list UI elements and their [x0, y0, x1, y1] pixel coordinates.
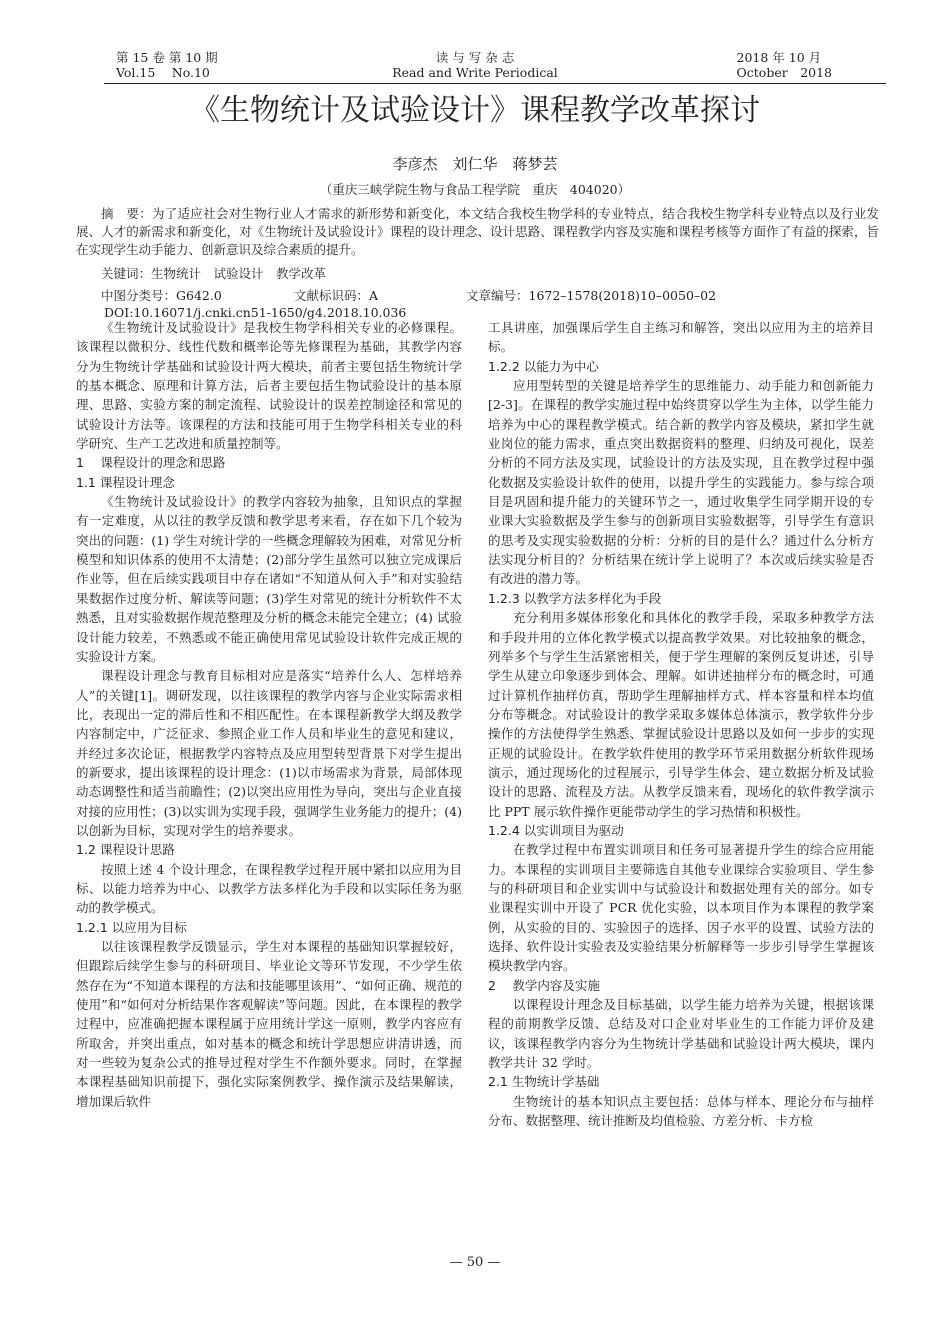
body-paragraph: 以往该课程教学反馈显示，学生对本课程的基础知识掌握较好，但跟踪后续学生参与的科研项目、毕业论文等环节发现，不少学生依然存在为“不知道本课程的方法和技能哪里该用”、“如何正确、规范的使用”和“如何对分析结果作客观解读”等问题。因此，在本课程的教学过程中，应准确把握本课程属于应用统计学这一原则，教学内容应有所取舍，并突出重点，如对基本的概念和统计学思想应讲清讲透，而对一些较为复杂公式的推导过程对学生不作额外要求。同时，在掌握本课程基础知识前提下，强化实际案例教学、操作演示及结果解读，增加课后软件	[76, 939, 462, 1109]
abstract: 摘 要：为了适应社会对生物行业人才需求的新形势和新变化，本文结合我校生物学科的专业特点，结合我校生物学科专业特点以及行业发展、人才的新需求和新变化，对《生物统计及试验设计》课程的设计理念、设计思路、课程教学内容及实施和课程考核等方面作了有益的探索，旨在实现学生动手能力、创新意识及综合素质的提升。	[76, 206, 879, 257]
section-heading: 2.1 生物统计学基础	[488, 1074, 600, 1090]
body-paragraph: 在教学过程中布置实训项目和任务可显著提升学生的综合应用能力。本课程的实训项目主要筛选自其他专业课综合实验项目、学生参与的科研项目和企业实训中与试验设计和数据处理有关的部分。如专业课程实训中开设了 PCR 优化实验，以本项目作为本课程的教学案例，从实验的目的、实验因子的选择、因子水平的设置、试验方法的选择、软件设计实验表及实验结果分析解释等一步步引导学生掌握该模块教学内容。	[488, 842, 874, 974]
section-heading: 1 课程设计的理念和思路	[76, 455, 226, 471]
header-date-cn: 2018 年 10 月	[736, 50, 822, 65]
body-paragraph: 《生物统计及试验设计》是我校生物学科相关专业的必修课程。该课程以微积分、线性代数和概率论等先修课程为基础，其教学内容分为生物统计学基础和试验设计两大模块，前者主要包括生物统计学的基本概念、原理和计算方法，后者主要包括生物试验设计的基本原理、思路、实验方案的制定流程、试验设计的误差控制途径和常见的试验设计方法等。该课程的方法和技能可用于生物学科相关专业的科学研究、生产工艺改进和质量控制等。	[76, 320, 462, 452]
section-heading: 1.1 课程设计理念	[76, 474, 175, 490]
header-journal-cn: 读 与 写 杂 志	[435, 50, 515, 65]
keywords: 关键词：生物统计 试验设计 教学改革	[101, 266, 327, 281]
header-journal-en: Read and Write Periodical	[392, 65, 558, 80]
body-paragraph: 应用型转型的关键是培养学生的思维能力、动手能力和创新能力[2-3]。在课程的教学实施过程中始终贯穿以学生为主体，以学生能力培养为中心的课程教学模式。结合新的教学内容及模块，紧扣学生就业岗位的能力需求，重点突出数据资料的整理、归纳及可视化，误差分析的不同方法及实现，试验设计的方法及实现，且在教学过程中强化数据及实验设计软件的使用，以提升学生的实践能力。参与综合项目是巩固和提升能力的关键环节之一，通过收集学生同学期开设的专业课大实验数据及学生参与的创新项目实验数据等，引导学生有意识的思考及实现实验数据的分析：分析的目的是什么？通过什么分析方法实现分析目的？分析结果在统计学上说明了？本次或后续实验是否有改进的潜力等。	[488, 378, 874, 587]
document-code: 文献标识码：A	[294, 288, 379, 303]
body-paragraph: 《生物统计及试验设计》的教学内容较为抽象，且知识点的掌握有一定难度，从以往的教学反馈和教学思考来看，存在如下几个较为突出的问题：(1) 学生对统计学的一些概念理解较为困难，对常见分析模型和知识体系的使用不太清楚；(2)部分学生虽然可以独立完成课后作业等，但在后续实践项目中存在诸如“不知道从何入手”和对实验结果数据作过度分析、解读等问题；(3)学生对常见的统计分析软件不太熟悉，且对实验数据作规范整理及分析的概念未能完全建立；(4) 试验设计能力较差，不熟悉或不能正确使用常见试验设计软件完成正规的实验设计方案。	[76, 494, 462, 664]
body-paragraph: 工具讲座，加强课后学生自主练习和解答，突出以应用为主的培养目标。	[488, 320, 874, 355]
body-column-left	[76, 318, 462, 1111]
clc-number: 中图分类号：G642.0	[101, 288, 222, 303]
section-heading: 1.2.3 以教学方法多样化为手段	[488, 590, 662, 606]
body-column-right	[488, 318, 874, 1130]
section-heading: 1.2.1 以应用为目标	[76, 919, 187, 935]
body-paragraph: 课程设计理念与教育目标相对应是落实“培养什么人、怎样培养人”的关键[1]。调研发现，以往该课程的教学内容与企业实际需求相比，表现出一定的滞后性和不相匹配性。在本课程新教学大纲及教学内容制定中，广泛征求、参照企业工作人员和毕业生的意见和建议，并经过多次论证，根据教学内容特点及应用型转型背景下对学生提出的新要求，提出该课程的设计理念：(1)以市场需求为背景，局部体现动态调整性和适当前瞻性；(2)以突出应用性为导向，突出与企业直接对接的应用性；(3)以实训为实现手段，强调学生业务能力的提升；(4)以创新为目标，实现对学生的培养要求。	[76, 668, 462, 838]
body-paragraph: 按照上述 4 个设计理念，在课程教学过程开展中紧扣以应用为目标、以能力培养为中心、以教学方法多样化为手段和以实际任务为驱动的教学模式。	[76, 861, 462, 916]
article-number: 文章编号：1672–1578(2018)10–0050–02	[466, 288, 717, 303]
header-issue-en: Vol.15 No.10	[116, 65, 210, 80]
section-heading: 1.2.4 以实训项目为驱动	[488, 822, 624, 838]
body-paragraph: 生物统计的基本知识点主要包括：总体与样本、理论分布与抽样分布、数据整理、统计推断及均值检验、方差分析、卡方检	[488, 1093, 874, 1129]
author-list: 李彦杰 刘仁华 蒋梦芸	[392, 155, 558, 173]
body-paragraph: 以课程设计理念及目标基础，以学生能力培养为关键，根据该课程的前期教学反馈、总结及对口企业对毕业生的工作能力评价及建议，该课程教学内容分为生物统计学基础和试验设计两大模块，课内教学共计 32 学时。	[488, 997, 874, 1071]
header-date-en: October 2018	[736, 65, 832, 80]
section-heading: 1.2.2 以能力为中心	[488, 358, 599, 374]
section-heading: 1.2 课程设计思路	[76, 842, 175, 858]
header-issue-cn: 第 15 卷 第 10 期	[116, 50, 218, 65]
body-paragraph: 充分利用多媒体形象化和具体化的教学手段，采取多种教学方法和手段并用的立体化教学模式以提高教学效果。对比较抽象的概念，列举多个与学生生活紧密相关，便于学生理解的案例反复讲述，引导学生从建立印象逐步到体会、理解。如讲述抽样分布的概念时，可通过计算机作抽样仿真，帮助学生理解抽样方式、样本容量和样本均值分布等概念。对试验设计的教学采取多媒体总体演示，教学软件分步操作的方法使得学生熟悉、掌握试验设计思路以及如何一步步的实现正规的试验设计。在教学软件使用的教学环节采用数据分析软件现场演示，通过现场化的过程展示，引导学生体会、建立数据分析及试验设计的思路、流程及方法。从教学反馈来看，现场化的软件教学演示比 PPT 展示软件操作更能带动学生的学习热情和积极性。	[488, 610, 874, 819]
section-heading: 2 教学内容及实施	[488, 977, 600, 993]
affiliation: （重庆三峡学院生物与食品工程学院 重庆 404020）	[319, 182, 631, 197]
page-number: — 50 —	[449, 1255, 501, 1270]
doi: DOI:10.16071/j.cnki.cn51-1650/g4.2018.10.036	[104, 305, 407, 320]
paper-title: 《生物统计及试验设计》课程教学改革探讨	[190, 93, 760, 128]
header-date	[737, 50, 832, 80]
header-rule	[104, 83, 886, 84]
